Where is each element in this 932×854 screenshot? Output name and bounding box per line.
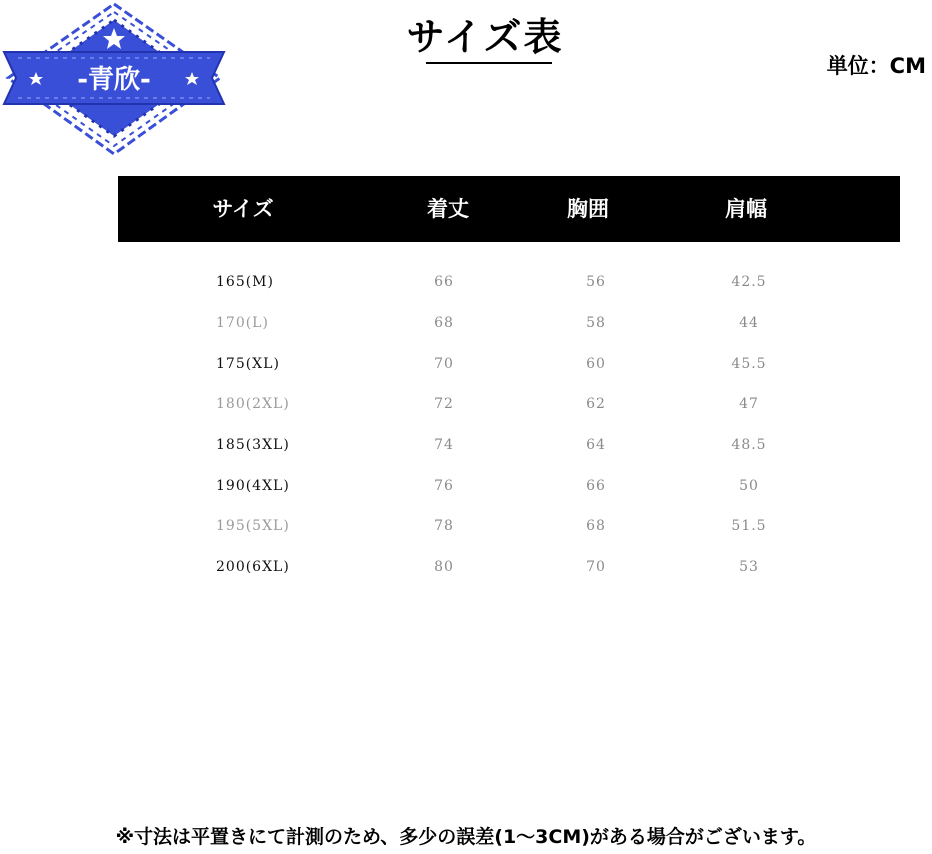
chest-cell: 62 bbox=[586, 396, 606, 412]
title-underline bbox=[426, 62, 552, 64]
chest-cell: 60 bbox=[586, 356, 606, 372]
table-header bbox=[118, 176, 900, 242]
length-cell: 76 bbox=[434, 478, 454, 494]
chest-cell: 70 bbox=[586, 559, 606, 575]
shoulder-cell: 44 bbox=[739, 315, 759, 331]
shoulder-cell: 47 bbox=[739, 396, 759, 412]
length-cell: 72 bbox=[434, 396, 454, 412]
size-cell: 165(M) bbox=[216, 274, 274, 290]
table-row bbox=[0, 303, 932, 343]
size-cell: 180(2XL) bbox=[216, 396, 290, 412]
size-cell: 200(6XL) bbox=[216, 559, 290, 575]
shoulder-cell: 50 bbox=[739, 478, 759, 494]
size-cell: 195(5XL) bbox=[216, 518, 290, 534]
size-cell: 190(4XL) bbox=[216, 478, 290, 494]
length-cell: 70 bbox=[434, 356, 454, 372]
header-size: サイズ bbox=[212, 197, 274, 221]
chest-cell: 58 bbox=[586, 315, 606, 331]
header-shoulder: 肩幅 bbox=[725, 197, 767, 221]
page-title: サイズ表 bbox=[406, 15, 564, 59]
table-row bbox=[0, 547, 932, 587]
length-cell: 78 bbox=[434, 518, 454, 534]
table-row bbox=[0, 506, 932, 546]
logo-text: -青欣- bbox=[77, 65, 151, 95]
table-row bbox=[0, 466, 932, 506]
shoulder-cell: 53 bbox=[739, 559, 759, 575]
header-chest: 胸囲 bbox=[567, 197, 609, 221]
chest-cell: 66 bbox=[586, 478, 606, 494]
size-cell: 170(L) bbox=[216, 315, 269, 331]
size-cell: 185(3XL) bbox=[216, 437, 290, 453]
shoulder-cell: 51.5 bbox=[731, 518, 767, 534]
unit-label: 単位：CM bbox=[826, 54, 926, 78]
table-row bbox=[0, 262, 932, 302]
brand-logo bbox=[0, 0, 228, 160]
chest-cell: 64 bbox=[586, 437, 606, 453]
measurement-footnote: ※寸法は平置きにて計測のため、多少の誤差(1～3CM)がある場合がございます。 bbox=[115, 826, 817, 848]
length-cell: 80 bbox=[434, 559, 454, 575]
table-row bbox=[0, 344, 932, 384]
length-cell: 68 bbox=[434, 315, 454, 331]
table-row bbox=[0, 425, 932, 465]
chest-cell: 56 bbox=[586, 274, 606, 290]
length-cell: 74 bbox=[434, 437, 454, 453]
length-cell: 66 bbox=[434, 274, 454, 290]
table-row bbox=[0, 384, 932, 424]
shoulder-cell: 45.5 bbox=[731, 356, 767, 372]
shoulder-cell: 42.5 bbox=[731, 274, 767, 290]
header-length: 着丈 bbox=[427, 197, 469, 221]
chest-cell: 68 bbox=[586, 518, 606, 534]
size-cell: 175(XL) bbox=[216, 356, 280, 372]
shoulder-cell: 48.5 bbox=[731, 437, 767, 453]
